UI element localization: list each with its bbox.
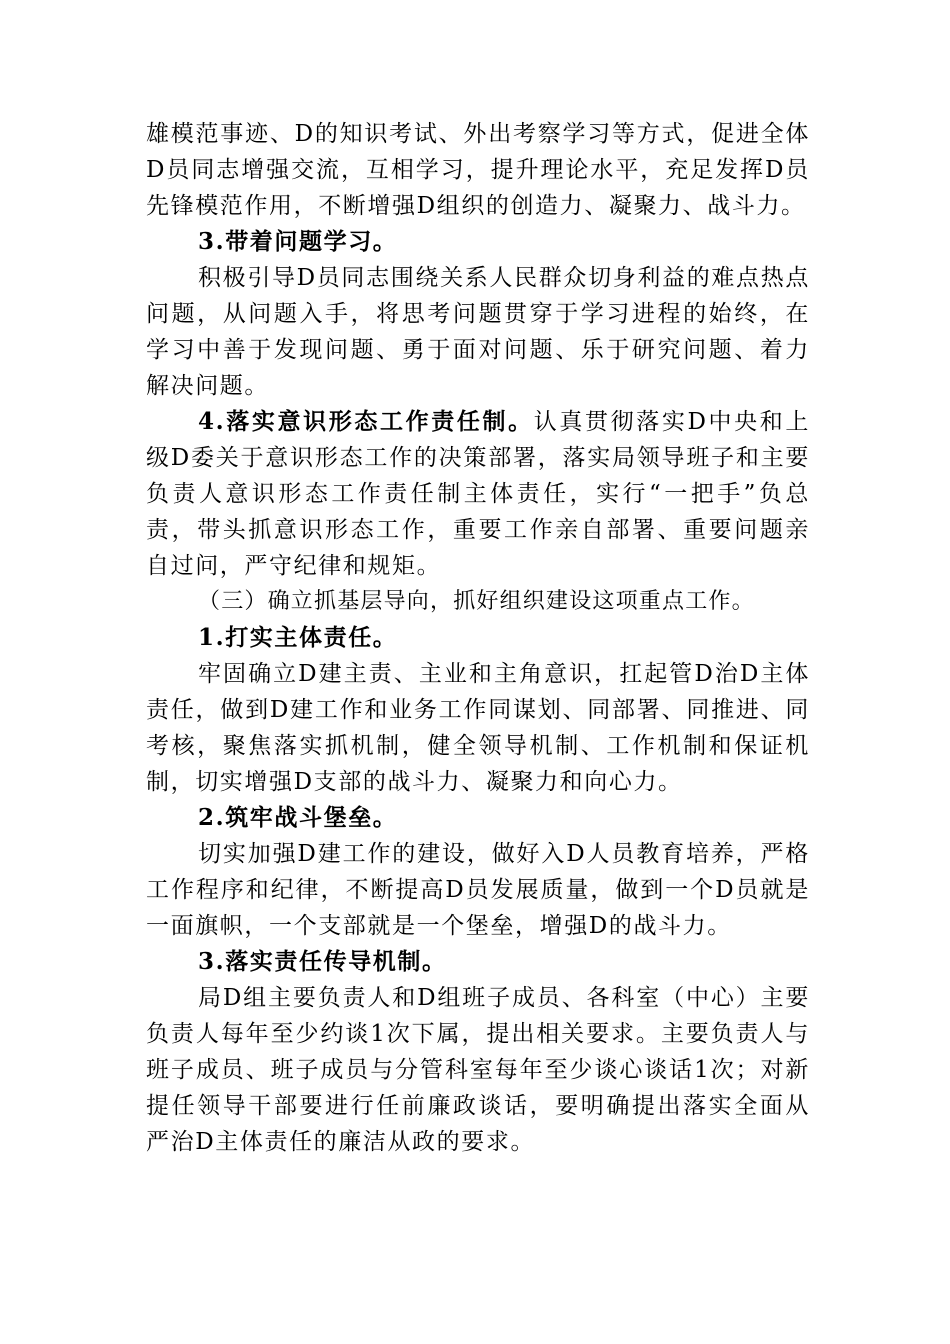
section-heading-three [146,584,810,620]
paragraph-text: 局D组主要负责人和D组班子成员、各科室（中心）主要负责人每年至少约谈1次下属，提出相关要求。主要负责人与班子成员、班子成员与分管科室每年至少谈心谈话1次；对新提任领导干部要进行任前廉政谈话，要明确提出落实全面从严治D主体责任的廉洁从政的要求。 [146,985,810,1155]
document-page [146,116,810,1160]
paragraph-text: 雄模范事迹、D的知识考试、外出考察学习等方式，促进全体D员同志增强交流，互相学习，提升理论水平，充足发挥D员先锋模范作用，不断增强D组织的创造力、凝聚力、战斗力。 [146,121,810,219]
paragraph-text: 积极引导D员同志围绕关系人民群众切身利益的难点热点问题，从问题入手，将思考问题贯穿于学习进程的始终，在学习中善于发现问题、勇于面对问题、乐于研究问题、着力解决问题。 [146,265,810,399]
heading-text: 3.带着问题学习。 [198,228,398,255]
paragraph-main-responsibility [146,656,810,800]
heading-responsibility-mechanism [146,944,810,980]
section-heading-text: （三）确立抓基层导向，抓好组织建设这项重点工作。 [198,589,755,614]
paragraph-text: 切实加强D建工作的建设，做好入D人员教育培养，严格工作程序和纪律，不断提高D员发展质量，做到一个D员就是一面旗帜，一个支部就是一个堡垒，增强D的战斗力。 [146,841,810,939]
heading-text: 3.落实责任传导机制。 [198,948,447,975]
paragraph-ideology-responsibility [146,404,810,584]
heading-text: 1.打实主体责任。 [198,624,398,651]
paragraph-study-with-questions [146,260,810,404]
heading-main-responsibility [146,620,810,656]
heading-text: 2.筑牢战斗堡垒。 [198,804,398,831]
paragraph-lead-heading: 4.落实意识形态工作责任制。 [198,408,534,435]
heading-study-with-questions [146,224,810,260]
paragraph-text: 牢固确立D建主责、主业和主角意识，扛起管D治D主体责任，做到D建工作和业务工作同谋划、同部署、同推进、同考核，聚焦落实抓机制，健全领导机制、工作机制和保证机制，切实增强D支部的战斗力、凝聚力和向心力。 [146,661,810,795]
heading-fighting-fortress [146,800,810,836]
paragraph-fighting-fortress [146,836,810,944]
paragraph-responsibility-mechanism [146,980,810,1160]
paragraph-text: 认真贯彻落实D中央和上级D委关于意识形态工作的决策部署，落实局领导班子和主要负责人意识形态工作责任制主体责任，实行“一把手”负总责，带头抓意识形态工作，重要工作亲自部署、重要问题亲自过问，严守纪律和规矩。 [146,409,810,579]
paragraph-continuation [146,116,810,224]
